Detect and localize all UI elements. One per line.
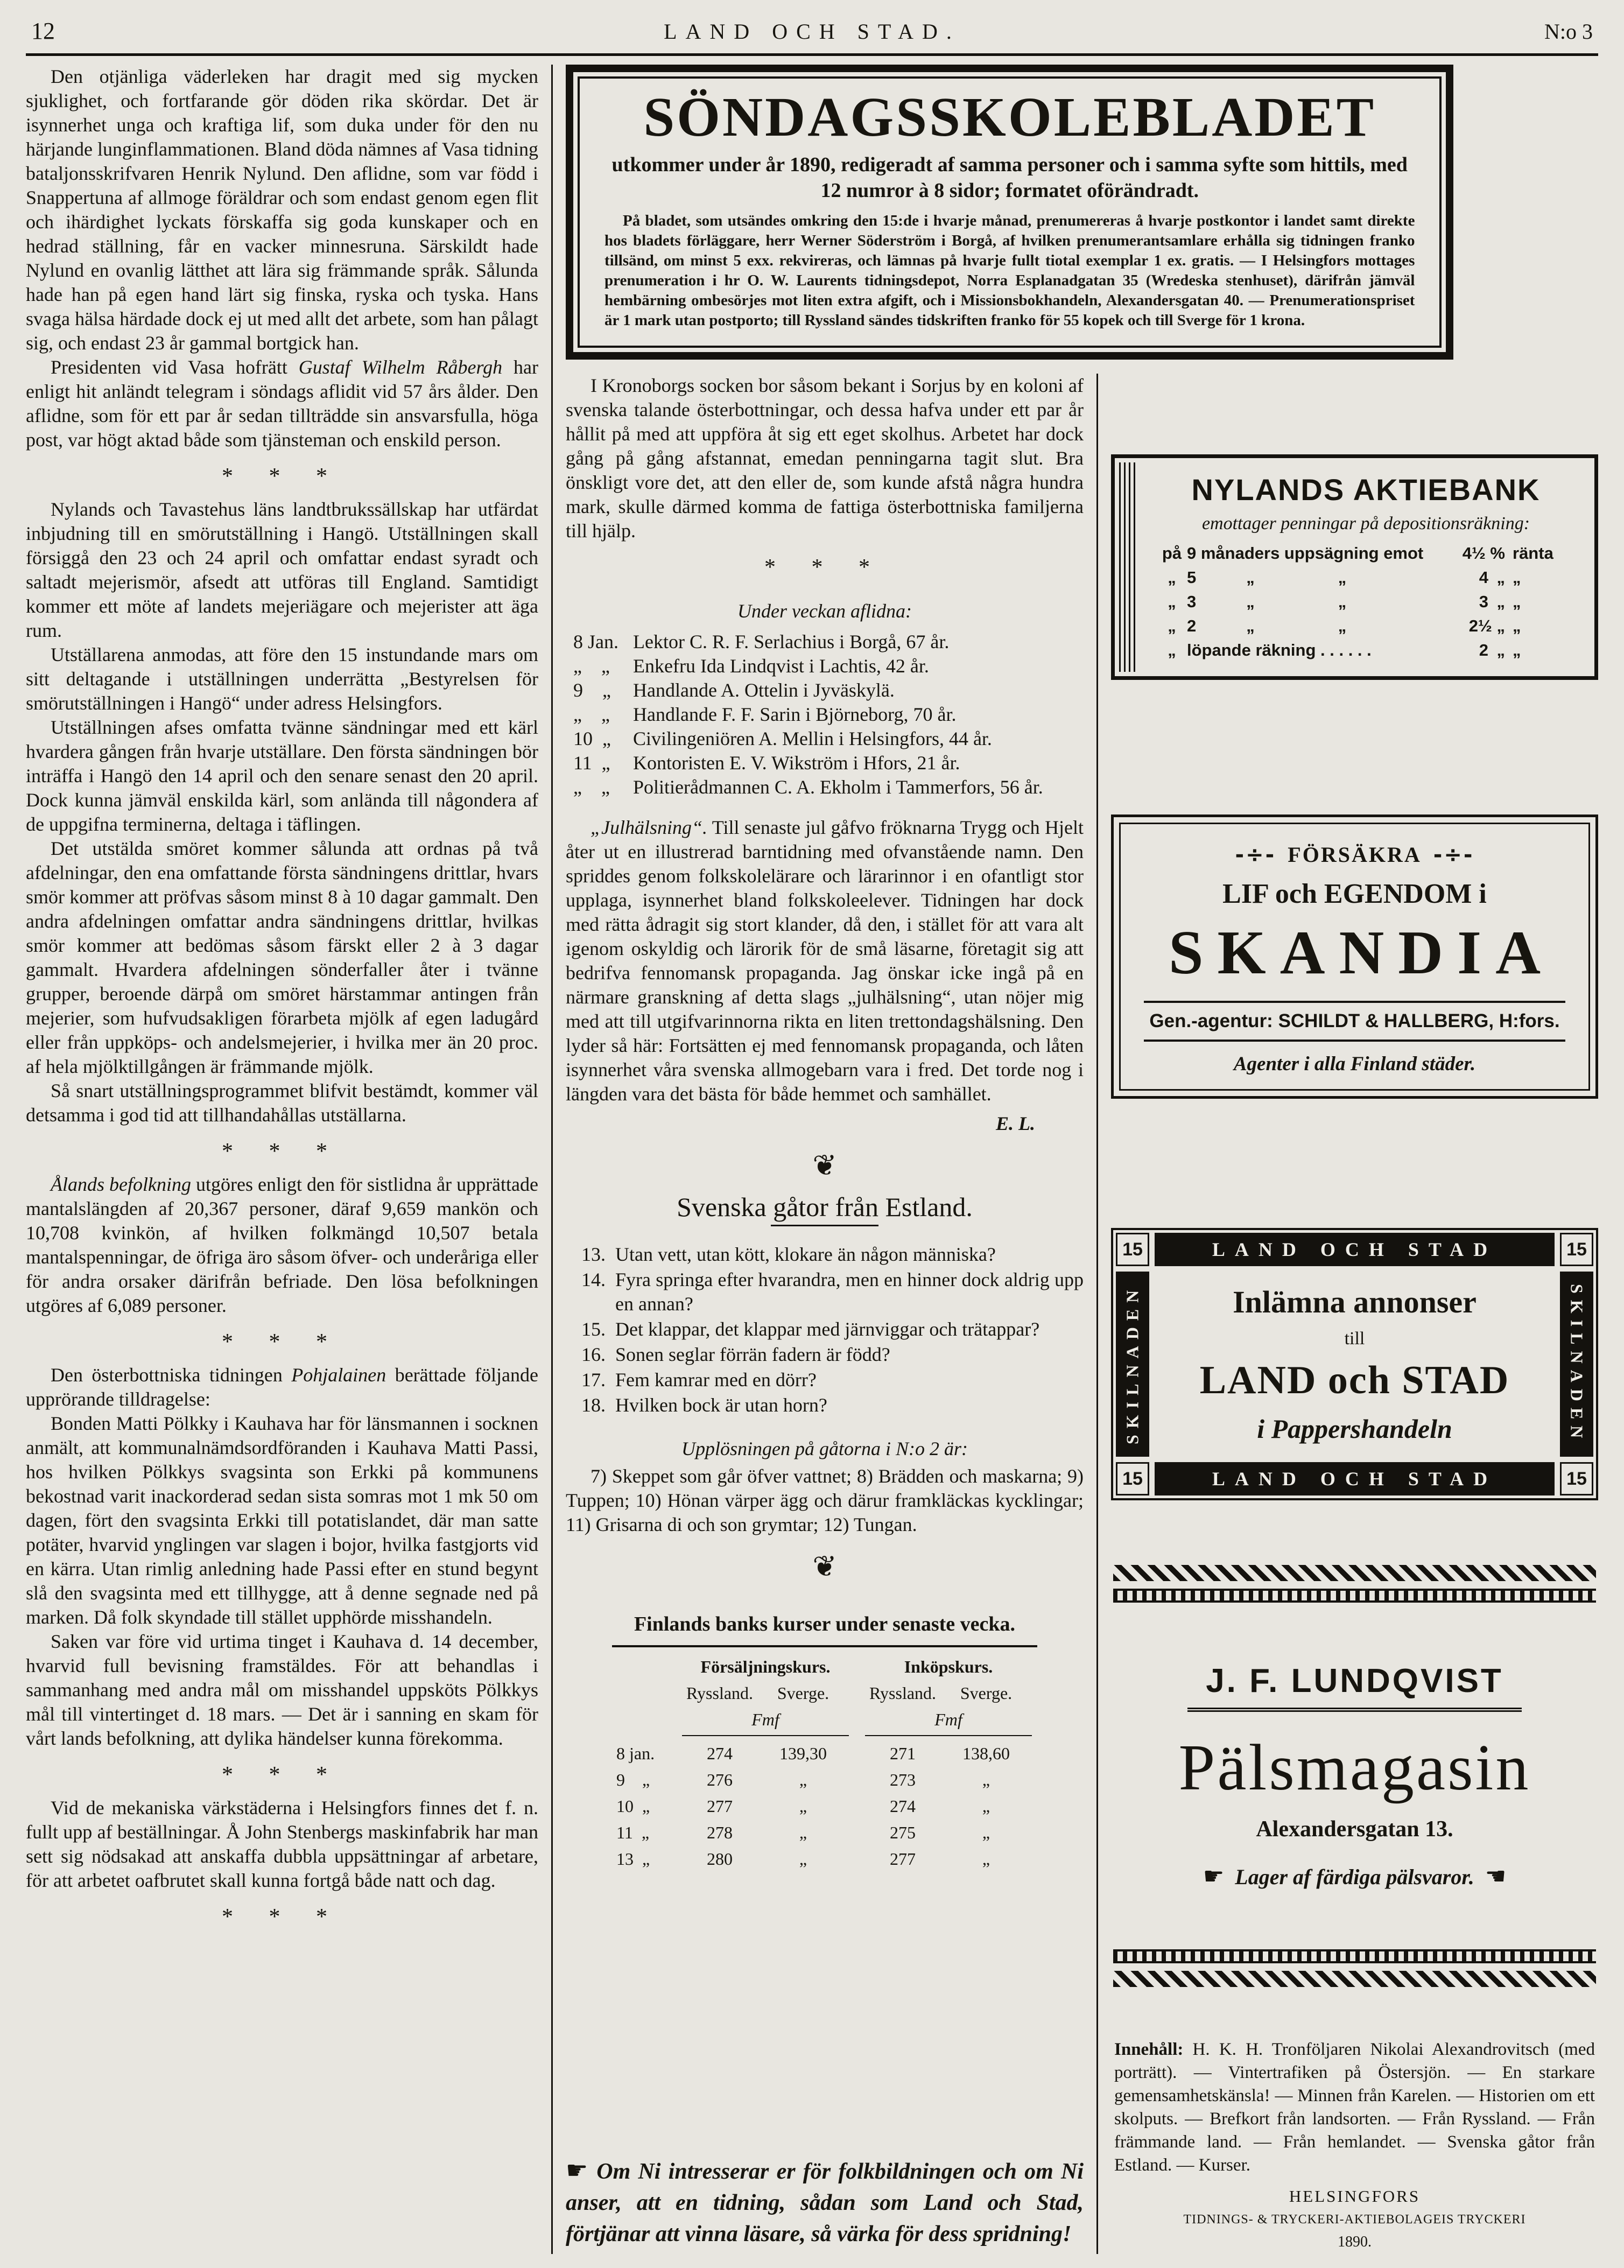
fleuron-icon: ❦ [812,1549,837,1584]
article-paragraph [566,816,1084,1106]
table-subheader [612,1680,1037,1707]
article-paragraph: I Kronoborgs socken bor såsom bekant i Sorjus by en koloni af svenska talande österbottningar, och dessa hafva under ett par år hållit på med att uppföra åt sig ett eget skolhus. Arbetet har dock gång på gång afstannat, emedan penningarna tagit slut. Bra önskligt vore det, att den eller de, som kunde afstå några hundra mark, skulle därmed komma de fattiga österbottniska familjerna till hjälp. [566,375,1084,542]
deposit-cell: 5 „ „ [1187,568,1347,587]
bank-ad-subtitle: emottager penningar på depositionsräkning: [1201,514,1530,534]
exchange-rates-table [612,1645,1037,1872]
riddles-heading: Svenska gåtor från Estland. [677,1192,973,1223]
deposit-cell: „ [1168,568,1176,587]
deposit-cell: „ [1513,641,1521,660]
currency-label: Fmf [682,1707,849,1736]
paper-title: LAND OCH STAD. [664,19,960,44]
page-number: 12 [31,18,55,44]
solutions-heading: Upplösningen på gåtorna i N:o 2 är: [681,1438,968,1460]
obituary-date: 10 „ [573,728,611,750]
ornament-icon: -÷- [1433,842,1474,868]
article-paragraph: Så snart utställningsprogrammet blifvit bestämdt, kommer väl detsamma i god tid att tillhandahållas utställarna. [26,1080,538,1126]
column-header: Ryssland. [869,1683,937,1703]
riddle-item [566,1368,1084,1392]
masthead [26,13,1598,53]
obituary-heading: Under veckan aflidna: [737,600,912,622]
deposit-cell: 2½ „ [1468,616,1505,636]
column-divider [551,65,553,2254]
table-group-header [612,1654,1037,1680]
lundqvist-fur-ad [1111,1662,1598,1890]
land-och-stad-ad [1111,1228,1598,1500]
bank-ad-title: NYLANDS AKTIEBANK [1191,473,1541,507]
ornament-icon: -÷- [1235,842,1276,868]
merchant-name: J. F. LUNDQVIST [1187,1662,1522,1712]
paragraph-text: Presidenten vid Vasa hofrätt [51,356,299,378]
riddle-text: Det klappar, det klappar med järnviggar och trätappar? [615,1318,1040,1340]
rate-value: 275 [890,1823,916,1843]
rate-value: 276 [707,1770,733,1790]
right-columns [566,374,1598,2254]
group-header-buying: Inköpskurs. [904,1657,993,1677]
issue-number: N:o 3 [1544,19,1593,44]
deposit-cell: 4 „ [1479,568,1505,587]
ornamental-strip [1113,1589,1596,1603]
newspaper-name: Pohjalainen [291,1364,386,1386]
obituary-entry: Handlande A. Ottelin i Jyväskylä. [633,679,895,701]
ad-banner-top: LAND OCH STAD [1155,1233,1555,1266]
article-paragraph: Nylands och Tavastehus läns landtbrukssällskap har utfärdat inbjudning till en smörutställning i Hangö. Utställningen skall försiggå den 23 och 24 april och omfattar endast syradt och saltadt mejerismör, afsedt att utföras till England. Samtidigt kommer ett möte af landets mejeriägare och mejerister att äga rum. [26,498,538,641]
deposit-cell: 2 „ „ [1187,616,1347,636]
rate-value: 277 [707,1796,733,1816]
obituary-entry: Politierådmannen C. A. Ekholm i Tammerfors, 56 år. [633,776,1043,798]
ad-subtitle: utkommer under år 1890, redigeradt af samma personer och i samma syfte som hittils, med 12 numror à 8 sidor; formatet oförändradt. [611,153,1408,202]
printer-imprint [1111,2187,1598,2254]
pointing-hand-left-icon: ☚ [1485,1863,1507,1891]
section-separator: * * * [222,1139,342,1164]
company-name: SKANDIA [1169,918,1555,988]
rate-value: 277 [890,1849,916,1869]
obituary-entry: Lektor C. R. F. Serlachius i Borgå, 67 år. [633,631,950,653]
rate-value: „ [982,1823,990,1843]
riddle-number: 14. [581,1269,606,1291]
imprint-printer: TIDNINGS- & TRYCKERI-AKTIEBOLAGEIS TRYCKERI [1183,2213,1526,2227]
table-row [612,1846,1037,1872]
obituary-entry: Enkefru Ida Lindqvist i Lachtis, 42 år. [633,655,929,677]
obituary-row [566,751,1084,775]
obituary-row [566,678,1084,703]
ornamental-strip [1113,1565,1596,1581]
section-separator: * * * [222,464,342,489]
column-3 [1111,374,1598,2254]
table-row [612,1740,1037,1767]
contents-label: Innehåll: [1114,2040,1184,2060]
deposit-cell: på [1162,544,1182,563]
column-divider [1096,374,1098,2254]
deposit-cell: 3 „ [1479,592,1505,612]
group-header-selling: Försäljningskurs. [700,1657,831,1677]
ad-body: På bladet, som utsändes omkring den 15:de i hvarje månad, prenumereras å hvarje postkontor i landet samt direkte hos bladets förläggare, herr Werner Söderström i Borgå, af hvilken prenumerantsamlare erhålla sig tidningen franko tillsänd, om minst 5 exx. rekvireras, och lämnas på hvarje fullt tiotal exemplar 1 ex. gratis. — I Helsingfors mottages prenumeration i hr O. W. Laurents tidningsdepot, Norra Esplanadgatan 35 (Wredeska stenhuset), därifrån jämväl hembärning ombesörjes mot liten extra afgift, och i Missionsbokhandeln, Alexandersgatan 40. — Prenumerationspriset är 1 mark utan postporto; till Ryssland sändes tidskriften franko för 55 kopek och till Sverge för 1 krona. [604,212,1415,329]
section-separator: * * * [764,555,885,580]
fleuron-icon: ❦ [812,1148,837,1183]
rate-value: 138,60 [962,1744,1010,1764]
article-lead: Ålands befolkning [51,1174,191,1195]
obituary-row [566,703,1084,727]
riddle-number: 18. [581,1394,606,1416]
deposit-cell: 9 månaders uppsägning emot [1187,544,1424,563]
pointing-hand-icon: ☛ [1203,1863,1225,1891]
riddle-number: 13. [581,1244,606,1266]
riddle-item [566,1242,1084,1267]
ad-banner-bottom: LAND OCH STAD [1155,1462,1555,1495]
rate-value: 271 [890,1744,916,1764]
address-number-badge: 15 [1560,1233,1593,1266]
article-paragraph [26,1363,538,1412]
ad-center [1152,1269,1557,1459]
rate-value: „ [982,1796,990,1816]
article-paragraph: Den otjänliga väderleken har dragit med sig mycken sjuklighet, och fortfarande gör döden rika skördar. Det är isynnerhet unga och kraftiga lif, som duka under för den nu härjande lunginflammationen. Bland döda nämnes af Vasa tidning bataljonsskrifvaren Henrik Nylund. Den aflidne, som var född i Snappertuna af allmoge föräldrar och som endast genom egen flit och ihärdighet lyckats förskaffa sig goda kunskaper och en hedrad ställning, får en vacker minnesruna. Särskildt hade Nylund en ovanlig lätthet att lära sig främmande språk. Sålunda hade han på egen hand lärt sig finska, ryska och tyska. Hans svaga hälsa härdade dock ej ut med allt det arbete, som han pålagt sig, och endast 23 år gammal bortgick han. [26,66,538,354]
rate-value: 139,30 [779,1744,827,1764]
obituary-row [566,775,1084,799]
column-2 [566,374,1084,2254]
riddle-text: Fyra springa efter hvarandra, men en hinner dock aldrig upp en annan? [615,1269,1084,1315]
tagline-text: Lager af färdiga pälsvaror. [1235,1865,1474,1890]
table-row [612,1767,1037,1793]
currency-label: Fmf [865,1707,1032,1736]
right-section [566,65,1598,2254]
nylands-aktiebank-ad [1111,454,1598,680]
rate-date: 10 „ [616,1796,650,1816]
rate-value: 274 [890,1796,916,1816]
paper-name-line: LAND och STAD [1199,1358,1510,1403]
deposit-rates-table [1157,544,1575,660]
deposit-cell: „ [1168,641,1176,660]
riddle-item [566,1317,1084,1342]
rate-date: 11 „ [616,1823,650,1843]
obituary-date: 11 „ [573,752,610,774]
deposit-cell: „ [1513,592,1521,612]
street-name-right: SKILNADEN [1560,1272,1593,1457]
paragraph-text: Till senaste jul gåfvo fröknarna Trygg och Hjelt åter ut en illustrerad barntidning med ofvanstående namn. Den spriddes genom folkskolelärare och lärarinnor i en ofantligt stor upplaga, isynnerhet bland folkskoleelever. Tidningen har dock med rätta ådragit sig stort klander, då den, i stället för att vara alt igenom oskyldig och lärorik för de små läsarne, företagit sig att bedrifva fennomansk propaganda. Jag önskar icke ingå på en närmare granskning af detta slags „julhälsning“, utan nöjer mig med att till utgifvarinnorna rikta en liten trettondagshälsning. Den lyder så här: Fortsätten ej med fennomansk propaganda, och låten isynnerhet våra svenska allmogebarn vara i fred. Det torde nog i längden vara det bästa för både hemmet och samhället. [566,817,1084,1105]
article-lead: „Julhälsning“. [590,817,708,839]
obituary-row [566,654,1084,678]
skandia-insurance-ad [1111,814,1598,1099]
obituary-date: „ „ [573,776,610,798]
section-separator: * * * [222,1330,342,1354]
ornamental-strip [1113,1971,1596,1987]
riddle-item [566,1393,1084,1417]
rate-value: 280 [707,1849,733,1869]
table-of-contents [1111,2038,1598,2177]
table-row [612,1793,1037,1820]
article-paragraph [26,355,538,452]
paragraph-text: utgöres enligt den för sistlidna år upprättade mantalslängden af 20,367 personer, däraf 9,659 mankön och 10,708 kvinkön, af hvilken folkmängd 10,507 betala mantalspenningar, de öfriga äro såsom öfver- och underåriga eller för andra orsaker därifrån befriade. Den lösa befolkningen utgöres af 6,089 personer. [26,1174,538,1316]
notice-text: Om Ni intresserar er för folkbildningen och om Ni anser, att en tidning, sådan som Land och Stad, förtjänar att vinna läsare, så värka för dess spridning! [566,2159,1084,2246]
paragraph-text: berättade följande upprörande tilldragelse: [26,1364,538,1410]
obituary-entry: Kontoristen E. V. Wikström i Hfors, 21 år. [633,752,960,774]
ornamental-strip [1113,1949,1596,1963]
rate-value: 278 [707,1823,733,1843]
obituary-row [566,727,1084,751]
rate-value: „ [799,1796,807,1816]
imprint-year: 1890. [1338,2234,1372,2250]
heading-rule [771,1225,878,1226]
rate-value: „ [799,1770,807,1790]
riddles-list [566,1242,1084,1419]
obituary-list [566,588,1084,799]
deposit-cell: „ [1513,568,1521,587]
deposit-cell: 4½ % [1462,544,1505,563]
article-paragraph: Utställningen afses omfatta tvänne sändningar med ett kärl hvardera gången från hvarje utställare. Den första sändningen bör inträffa i Hangö den 14 april och den senare senast den 20 april. Dock kunna jämväl enskilda kärl, som anlända till någondera af de uppgifna terminerna, deltaga i täflingen. [26,717,538,835]
obituary-row [566,630,1084,654]
article-paragraph: Det utstälda smöret kommer sålunda att ordnas på två afdelningar, den ena omfattande första sändningens drittlar, hvars smör kommer att pröfvas såsom minst 8 à 10 dagar gammalt. Den andra afdelningen omfattar andra sändningens drittlar, hvilkas smör kommer att bedömas såsom färskt eller 2 à 3 dagar gammalt. Hvardera afdelningen sönderfaller åter i tvänne grupper, beroende därpå om smöret härstammar antingen från mejerier, som hufvudsakligen förarbeta mjölk af egen ladugård eller från uppköps- och andelsmejerier, i hvilka mer än 20 proc. af hela mjölktillgången är främmande mjölk. [26,838,538,1077]
insure-label: FÖRSÄKRA [1288,842,1422,867]
deposit-cell: löpande räkning . . . . . . [1187,641,1372,660]
riddle-number: 15. [581,1318,606,1340]
store-name: Pälsmagasin [1178,1731,1531,1804]
riddle-text: Sonen seglar förrän fadern är född? [615,1344,890,1366]
store-tagline [1111,1863,1598,1890]
deposit-cell: ränta [1513,544,1553,563]
obituary-date: „ „ [573,655,610,677]
imprint-city: HELSINGFORS [1289,2187,1421,2206]
riddle-text: Utan vett, utan kött, klokare än någon människa? [615,1244,996,1266]
page-content [26,56,1598,2254]
author-signature: E. L. [995,1113,1035,1135]
section-separator: * * * [222,1763,342,1787]
deposit-cell: 2 „ [1479,641,1505,660]
general-agent-line: Gen.-agentur: SCHILDT & HALLBERG, H:fors. [1149,1010,1560,1032]
promotion-notice [566,2154,1084,2254]
deposit-cell: „ [1168,616,1176,636]
riddle-item [566,1268,1084,1316]
column-header: Sverge. [960,1683,1013,1703]
deposit-cell: „ [1513,616,1521,636]
submit-ads-line: Inlämna annonser [1233,1284,1477,1320]
article-paragraph: Saken var före vid urtima tinget i Kauhava d. 14 december, hvarvid full bevisning framstäldes. För att behandlas i sammanhang med andra mål om misshandel uppsköts Pölkkys mål till vintertinget d. 18 mars. — Det är i sanning en skam för vårt lands befolkning, att dylika händelser kunna förekomma. [26,1631,538,1749]
riddle-number: 16. [581,1344,606,1366]
exchange-rates-section [566,1612,1084,1872]
deposit-cell: „ [1168,592,1176,612]
column-header: Ryssland. [686,1683,754,1703]
rate-date: 8 jan. [616,1744,655,1764]
paragraph-text: Den österbottniska tidningen [51,1364,292,1386]
article-paragraph: Bonden Matti Pölkky i Kauhava har för länsmannen i socknen anmält, att kommunalnämdsordföranden i Kauhava Matti Passi, hos hvilken Pölkkys svagsinta son Erkki på kommunens bekostnad varit inackorderad sedan sista somras mot 1 mk 50 om dagen, fört den svagsinta Erkki till potatislandet, där man satte potäter, hvarvid ynglingen var slagen i bojor, hvilka fastgjorts vid en kärra. Utan rimlig anledning hade Passi efter en stund begynt slå den svagsinta med ett tillhygge, att å denne segnade ned på marken. Då folk skyndade till stället upphörde misshandeln. [26,1413,538,1628]
rate-date: 13 „ [616,1849,650,1869]
ad-title: SÖNDAGSSKOLEBLADET [643,86,1376,148]
address-number-badge: 15 [1560,1462,1593,1495]
column-header: Sverge. [777,1683,829,1703]
rate-value: 273 [890,1770,916,1790]
life-property-line: LIF och EGENDOM i [1222,879,1487,910]
insure-line [1130,842,1579,867]
rate-value: „ [799,1823,807,1843]
to-line: till [1344,1329,1365,1349]
solutions-text: 7) Skeppet som går öfver vattnet; 8) Brädden och maskarna; 9) Tuppen; 10) Hönan värper ägg och därur framkläckas kycklingar; 11) Grisarna di och son grymtar; 12) Tungan. [566,1465,1084,1536]
riddle-number: 17. [581,1369,606,1391]
store-address: Alexandersgatan 13. [1256,1817,1453,1842]
riddle-text: Fem kamrar med en dörr? [615,1369,817,1391]
obituary-date: 8 Jan. [573,631,618,653]
riddle-item [566,1343,1084,1367]
table-row [612,1820,1037,1846]
article-paragraph: Utställarena anmodas, att före den 15 instundande mars om sitt deltagande i utställningen underrätta „Bestyrelsen för smörutställningen i Hangö“ under adress Helsingfors. [26,644,538,714]
rate-value: „ [982,1849,990,1869]
riddle-text: Hvilken bock är utan horn? [615,1394,827,1416]
rate-value: 274 [707,1744,733,1764]
address-number-badge: 15 [1116,1233,1149,1266]
obituary-entry: Civilingeniören A. Mellin i Helsingfors, 44 år. [633,728,992,750]
paragraph-text: har enligt hit anländt telegram i söndags aflidit vid 57 års ålder. Den aflidne, som för ett par år sedan tillträdde sin ansvarsfulla, höga post, var högt aktad både som tjänsteman och enskild person. [26,356,538,451]
rate-date: 9 „ [616,1770,650,1790]
person-name: Gustaf Wilhelm Råbergh [298,356,503,378]
pointing-hand-icon: ☛ [566,2155,588,2185]
address-number-badge: 15 [1116,1462,1149,1495]
contents-text: H. K. H. Tronföljaren Nikolai Alexandrovitsch (med porträtt). — Vintertrafiken på Östersjön. — En starkare gemensamhetskänsla! — Minnen från Karelen. — Historien om ett skolputs. — Brefkort från landsorten. — Från Ryssland. — Från främmande land. — Från hemlandet. — Svenska gåtor från Estland. — Kurser. [1114,2040,1595,2175]
obituary-date: „ „ [573,704,610,726]
rate-value: „ [982,1770,990,1790]
agents-line: Agenter i alla Finland städer. [1233,1053,1476,1076]
article-paragraph: Vid de mekaniska värkstäderna i Helsingfors finnes det f. n. fullt upp af beställningar. Å John Stenbergs maskinfabrik har man sett sig nödsakad att anskaffa dubbla uppsättningar af arbetare, för att arbetet oafbrutet skall kunna fortgå både natt och dag. [26,1797,538,1891]
sondagsskolebladet-ad-inner [578,76,1442,348]
deposit-cell: 3 „ „ [1187,592,1347,612]
obituary-date: 9 „ [573,679,611,701]
sondagsskolebladet-ad [566,65,1453,360]
obituary-entry: Handlande F. F. Sarin i Björneborg, 70 år. [633,704,957,726]
column-1 [26,65,538,2254]
section-separator: * * * [222,1905,342,1929]
exchange-rates-heading: Finlands banks kurser under senaste vecka. [634,1613,1016,1636]
article-paragraph [26,1172,538,1318]
ad-rule [1144,1040,1565,1042]
rate-value: „ [799,1849,807,1869]
table-currency-row [612,1707,1037,1740]
paper-shop-line: i Pappershandeln [1257,1414,1452,1444]
street-name-left: SKILNADEN [1116,1272,1149,1457]
